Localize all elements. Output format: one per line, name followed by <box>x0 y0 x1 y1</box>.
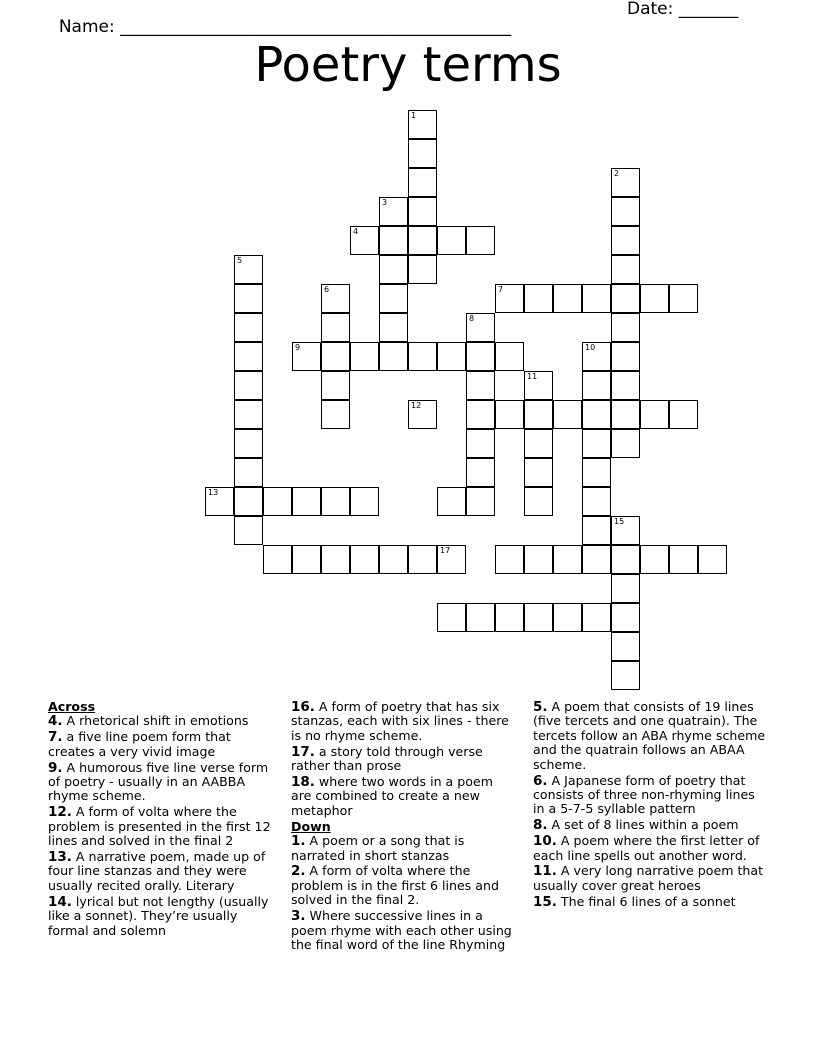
crossword-cell[interactable] <box>234 371 263 400</box>
clue-number: 7. <box>48 729 63 746</box>
crossword-cell[interactable] <box>234 458 263 487</box>
clue-column-2 <box>291 700 516 954</box>
crossword-cell[interactable] <box>582 371 611 400</box>
clue-text: A poem or a song that is narrated in short stanzas <box>291 833 465 863</box>
crossword-cell[interactable] <box>408 342 437 371</box>
across-heading: Across <box>48 699 96 714</box>
cell-number: 8 <box>469 314 475 323</box>
crossword-cell[interactable] <box>234 516 263 545</box>
crossword-cell[interactable] <box>466 487 495 516</box>
crossword-cell[interactable] <box>495 284 524 313</box>
clue-text: lyrical but not lengthy (usually like a sonnet). They’re usually formal and solemn <box>48 893 269 938</box>
crossword-cell[interactable] <box>524 545 553 574</box>
down-clue <box>533 774 768 817</box>
crossword-cell[interactable] <box>466 371 495 400</box>
clue-text: A poem that consists of 19 lines (five tercets and one quatrain). The tercets follow an ABA rhyme scheme and the quatrain follows an ABAA scheme. <box>533 699 766 772</box>
clue-text: A set of 8 lines within a poem <box>547 817 739 833</box>
crossword-cell[interactable] <box>524 400 553 429</box>
cell-number: 17 <box>440 546 451 555</box>
crossword-cell[interactable] <box>408 226 437 255</box>
crossword-cell[interactable] <box>611 545 640 574</box>
crossword-cell[interactable] <box>582 284 611 313</box>
crossword-cell[interactable] <box>205 487 234 516</box>
crossword-cell[interactable] <box>640 400 669 429</box>
clue-number: 17. <box>291 743 315 760</box>
clue-number: 15. <box>533 893 557 910</box>
crossword-cell[interactable] <box>379 226 408 255</box>
crossword-cell[interactable] <box>263 545 292 574</box>
crossword-cell[interactable] <box>234 313 263 342</box>
crossword-cell[interactable] <box>611 342 640 371</box>
crossword-cell[interactable] <box>611 371 640 400</box>
down-heading: Down <box>291 818 331 834</box>
cell-number: 1 <box>411 111 417 120</box>
crossword-cell[interactable] <box>437 545 466 574</box>
clue-number: 12. <box>48 804 72 821</box>
clue-text: A poem where the first letter of each line spells out another word. <box>533 833 760 863</box>
crossword-cell[interactable] <box>611 516 640 545</box>
crossword-cell[interactable] <box>582 458 611 487</box>
crossword-cell[interactable] <box>553 545 582 574</box>
crossword-cell[interactable] <box>466 342 495 371</box>
crossword-cell[interactable] <box>234 342 263 371</box>
crossword-cell[interactable] <box>437 226 466 255</box>
clue-text: A very long narrative poem that usually cover great heroes <box>533 863 764 893</box>
clue-number: 9. <box>48 759 63 776</box>
clue-number: 11. <box>533 863 557 880</box>
crossword-cell[interactable] <box>437 487 466 516</box>
clue-column-3 <box>533 700 768 911</box>
crossword-cell[interactable] <box>321 545 350 574</box>
crossword-cell[interactable] <box>611 168 640 197</box>
crossword-cell[interactable] <box>408 197 437 226</box>
across-clue <box>48 895 273 938</box>
clue-number: 4. <box>48 713 63 730</box>
cell-number: 4 <box>353 227 359 236</box>
clue-number: 8. <box>533 817 548 834</box>
crossword-cell[interactable] <box>379 197 408 226</box>
crossword-cell[interactable] <box>582 487 611 516</box>
crossword-cell[interactable] <box>640 545 669 574</box>
crossword-cell[interactable] <box>321 487 350 516</box>
crossword-cell[interactable] <box>379 313 408 342</box>
crossword-cell[interactable] <box>292 342 321 371</box>
cell-number: 7 <box>498 285 504 294</box>
crossword-cell[interactable] <box>263 487 292 516</box>
crossword-cell[interactable] <box>640 284 669 313</box>
crossword-cell[interactable] <box>466 603 495 632</box>
crossword-cell[interactable] <box>524 371 553 400</box>
across-clue <box>48 761 273 804</box>
cell-number: 6 <box>324 285 330 294</box>
clue-number: 10. <box>533 833 557 850</box>
cell-number: 5 <box>237 256 243 265</box>
clue-text: a five line poem form that creates a very vivid image <box>48 729 231 759</box>
clue-number: 5. <box>533 699 548 715</box>
crossword-cell[interactable] <box>611 284 640 313</box>
crossword-cell[interactable] <box>611 226 640 255</box>
crossword-cell[interactable] <box>582 429 611 458</box>
crossword-cell[interactable] <box>379 284 408 313</box>
crossword-cell[interactable] <box>234 429 263 458</box>
across-clue <box>48 730 273 759</box>
crossword-cell[interactable] <box>611 429 640 458</box>
crossword-cell[interactable] <box>466 458 495 487</box>
clue-text: The final 6 lines of a sonnet <box>556 893 736 909</box>
name-field[interactable]: Name: ______________________________________________ <box>58 17 512 37</box>
down-clue <box>533 834 768 863</box>
clue-number: 13. <box>48 849 72 866</box>
crossword-cell[interactable] <box>669 545 698 574</box>
across-clue <box>48 714 273 728</box>
crossword-cell[interactable] <box>466 429 495 458</box>
page-title: Poetry terms <box>254 37 562 93</box>
crossword-cell[interactable] <box>611 574 640 603</box>
crossword-cell[interactable] <box>582 545 611 574</box>
clue-text: A form of poetry that has six stanzas, each with six lines - there is no rhyme scheme. <box>291 699 509 743</box>
cell-number: 9 <box>295 343 301 352</box>
clue-text: a story told through verse rather than prose <box>291 743 483 774</box>
crossword-cell[interactable] <box>582 342 611 371</box>
cell-number: 3 <box>382 198 388 207</box>
crossword-cell[interactable] <box>553 400 582 429</box>
crossword-cell[interactable] <box>408 139 437 168</box>
clue-text: where two words in a poem are combined to create a new metaphor <box>291 774 493 818</box>
clue-text: A humorous five line verse form of poetry - usually in an AABBA rhyme scheme. <box>48 759 269 804</box>
crossword-cell[interactable] <box>466 313 495 342</box>
crossword-cell[interactable] <box>379 255 408 284</box>
down-clue <box>533 818 768 832</box>
clue-number: 3. <box>291 908 306 925</box>
cell-number: 13 <box>208 488 219 497</box>
crossword-cell[interactable] <box>524 458 553 487</box>
crossword-cell[interactable] <box>408 400 437 429</box>
crossword-cell[interactable] <box>321 400 350 429</box>
crossword-cell[interactable] <box>524 487 553 516</box>
crossword-cell[interactable] <box>466 226 495 255</box>
clue-column-1 <box>48 700 273 940</box>
clue-number: 14. <box>48 893 72 910</box>
clue-text: A form of volta where the problem is in the first 6 lines and solved in the final 2. <box>291 863 499 908</box>
across-clue <box>291 775 516 818</box>
crossword-cell[interactable] <box>611 400 640 429</box>
crossword-cell[interactable] <box>669 400 698 429</box>
crossword-cell[interactable] <box>292 545 321 574</box>
crossword-cell[interactable] <box>611 197 640 226</box>
clue-text: A form of volta where the problem is presented in the first 12 lines and solved in the final 2 <box>48 804 271 849</box>
crossword-cell[interactable] <box>234 487 263 516</box>
crossword-cell[interactable] <box>321 313 350 342</box>
clue-text: A narrative poem, made up of four line stanzas and they were usually recited orally. Literary <box>48 849 266 893</box>
across-clue <box>291 700 516 743</box>
across-clue <box>48 805 273 848</box>
crossword-cell[interactable] <box>408 110 437 139</box>
crossword-cell[interactable] <box>495 342 524 371</box>
crossword-cell[interactable] <box>611 632 640 661</box>
crossword-cell[interactable] <box>350 226 379 255</box>
clue-text: A Japanese form of poetry that consists of three non-rhyming lines in a 5-7-5 syllable pattern <box>533 772 755 817</box>
crossword-cell[interactable] <box>379 545 408 574</box>
crossword-cell[interactable] <box>582 603 611 632</box>
date-field[interactable]: Date: _______ <box>627 0 739 19</box>
crossword-cell[interactable] <box>234 255 263 284</box>
crossword-cell[interactable] <box>698 545 727 574</box>
crossword-cell[interactable] <box>321 371 350 400</box>
crossword-cell[interactable] <box>321 284 350 313</box>
crossword-cell[interactable] <box>350 342 379 371</box>
clue-number: 1. <box>291 833 306 850</box>
across-clue <box>291 745 516 774</box>
crossword-cell[interactable] <box>611 313 640 342</box>
cell-number: 11 <box>527 372 538 381</box>
crossword-cell[interactable] <box>408 255 437 284</box>
crossword-cell[interactable] <box>495 400 524 429</box>
down-clue <box>533 895 768 909</box>
clue-text: Where successive lines in a poem rhyme with each other using the final word of the line Rhyming <box>291 908 512 952</box>
crossword-cell[interactable] <box>350 545 379 574</box>
crossword-cell[interactable] <box>524 429 553 458</box>
crossword-cell[interactable] <box>582 516 611 545</box>
crossword-cell[interactable] <box>524 603 553 632</box>
clue-number: 6. <box>533 772 548 789</box>
crossword-cell[interactable] <box>408 168 437 197</box>
down-clue <box>291 864 516 907</box>
crossword-cell[interactable] <box>466 400 495 429</box>
crossword-cell[interactable] <box>437 342 466 371</box>
crossword-cell[interactable] <box>234 284 263 313</box>
clue-number: 18. <box>291 774 315 791</box>
crossword-cell[interactable] <box>611 255 640 284</box>
down-clue <box>291 909 516 952</box>
cell-number: 15 <box>614 517 625 526</box>
crossword-cell[interactable] <box>350 487 379 516</box>
across-clue <box>48 850 273 893</box>
cell-number: 2 <box>614 169 620 178</box>
crossword-cell[interactable] <box>437 603 466 632</box>
clue-number: 2. <box>291 863 306 880</box>
crossword-cell[interactable] <box>379 342 408 371</box>
clue-text: A rhetorical shift in emotions <box>62 713 249 729</box>
crossword-cell[interactable] <box>495 603 524 632</box>
crossword-cell[interactable] <box>524 284 553 313</box>
down-clue <box>533 700 768 772</box>
cell-number: 10 <box>585 343 596 352</box>
crossword-cell[interactable] <box>582 400 611 429</box>
crossword-cell[interactable] <box>408 545 437 574</box>
crossword-cell[interactable] <box>553 284 582 313</box>
crossword-cell[interactable] <box>321 342 350 371</box>
crossword-cell[interactable] <box>495 545 524 574</box>
clue-number: 16. <box>291 699 315 715</box>
crossword-cell[interactable] <box>292 487 321 516</box>
crossword-cell[interactable] <box>553 603 582 632</box>
down-clue <box>533 864 768 893</box>
crossword-cell[interactable] <box>611 661 640 690</box>
down-clue <box>291 834 516 863</box>
cell-number: 12 <box>411 401 422 410</box>
crossword-cell[interactable] <box>669 284 698 313</box>
crossword-cell[interactable] <box>234 400 263 429</box>
crossword-cell[interactable] <box>611 603 640 632</box>
